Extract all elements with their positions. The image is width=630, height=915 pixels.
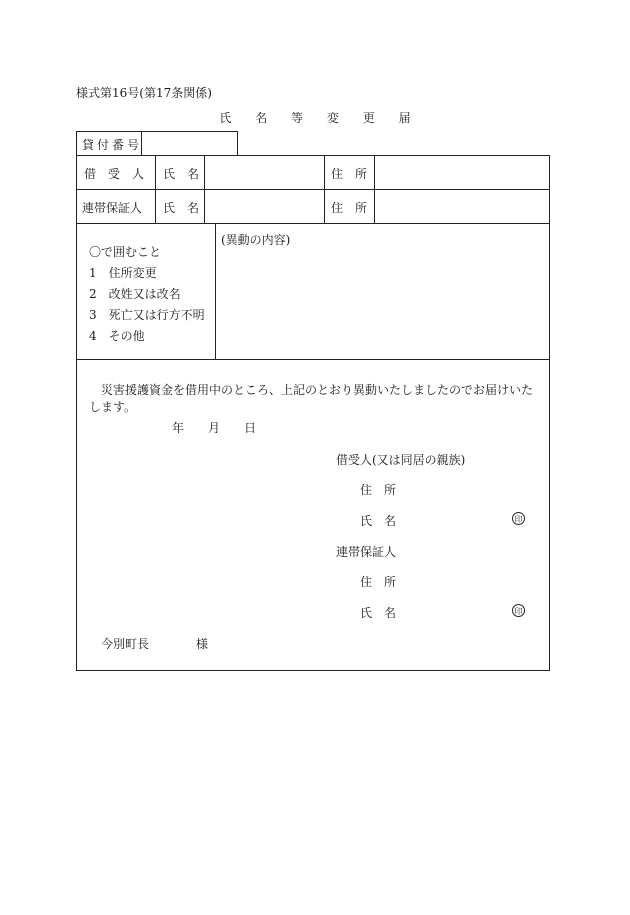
honorific: 様: [196, 637, 209, 651]
signer-guarantor-name-label: 氏 名: [360, 606, 397, 620]
title-char: 等: [291, 111, 304, 125]
seal-mark: 印: [512, 512, 525, 525]
guarantor-name-label: 氏 名: [163, 201, 200, 215]
borrower-name-field[interactable]: [205, 156, 323, 188]
col-line: [155, 155, 156, 223]
guarantor-label: 連帯保証人: [82, 201, 143, 215]
row-line: [76, 359, 550, 360]
statement-line: 災害援護資金を借用中のところ、上記のとおり異動いたしましたのでお届けいた: [101, 383, 534, 397]
change-option[interactable]: 3 死亡又は行方不明: [89, 308, 205, 322]
change-option[interactable]: 1 住所変更: [89, 266, 157, 280]
change-details-label: (異動の内容): [221, 233, 291, 247]
seal-mark: 印: [512, 604, 525, 617]
col-line: [324, 155, 325, 223]
form-frame: [76, 155, 550, 671]
signer-borrower-label: 借受人(又は同居の親族): [336, 453, 466, 467]
borrower-address-field[interactable]: [375, 156, 549, 188]
row-line: [76, 223, 550, 224]
addressee: 今別町長: [101, 637, 150, 651]
date-year: 年: [172, 421, 185, 435]
title-char: 名: [255, 111, 268, 125]
borrower-name-label: 氏 名: [163, 167, 200, 181]
signer-borrower-address-label: 住 所: [360, 483, 397, 497]
statement-line: します。: [89, 400, 137, 414]
borrower-address-label: 住 所: [331, 167, 368, 181]
change-details-field[interactable]: [216, 248, 549, 358]
change-option[interactable]: 4 その他: [89, 329, 145, 343]
form-number: 様式第16号(第17条関係): [76, 86, 212, 100]
guarantor-address-label: 住 所: [331, 201, 368, 215]
loan-number-label: 貸付番号: [82, 138, 143, 152]
signer-guarantor-label: 連帯保証人: [336, 545, 397, 559]
circle-instruction: 〇で囲むこと: [89, 245, 162, 259]
title-char: 更: [362, 111, 375, 125]
guarantor-address-field[interactable]: [375, 190, 549, 222]
guarantor-name-field[interactable]: [205, 190, 323, 222]
loan-number-field[interactable]: [142, 132, 237, 155]
document-title: [0, 109, 630, 126]
date-month: 月: [208, 421, 221, 435]
change-option[interactable]: 2 改姓又は改名: [89, 287, 181, 301]
borrower-label: 借 受 人: [84, 167, 145, 181]
signer-borrower-name-label: 氏 名: [360, 514, 397, 528]
signer-guarantor-address-label: 住 所: [360, 575, 397, 589]
date-day: 日: [244, 421, 257, 435]
title-char: 氏: [219, 111, 232, 125]
title-char: 届: [398, 111, 411, 125]
title-char: 変: [326, 111, 339, 125]
